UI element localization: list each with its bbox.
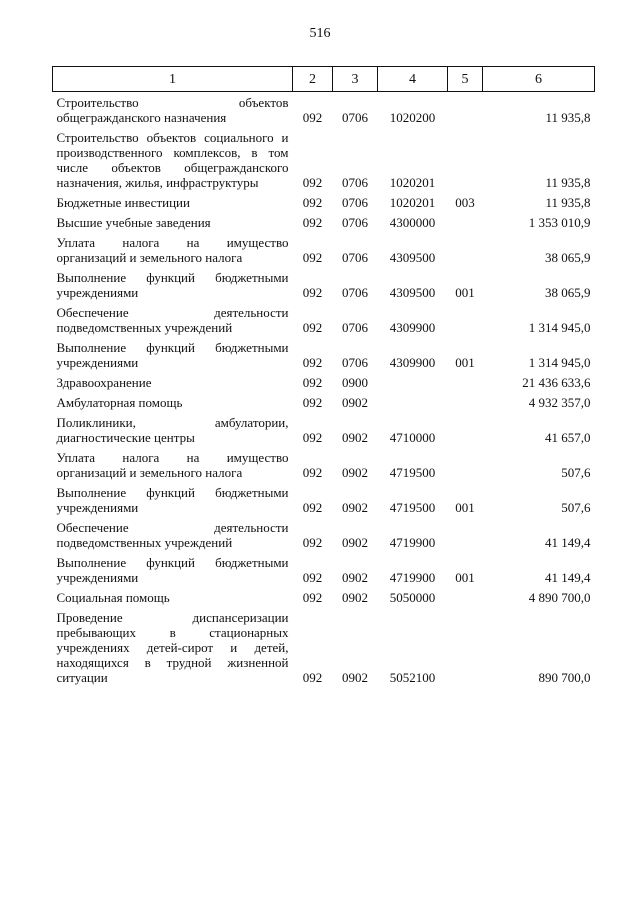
expense-type-code xyxy=(448,92,483,128)
ministry-code: 092 xyxy=(302,590,323,605)
table-row xyxy=(53,607,595,687)
expense-type-code: 001 xyxy=(455,355,475,370)
line-item-name: Амбулаторная помощь xyxy=(56,395,183,410)
target-article-code: 4719900 xyxy=(389,535,436,550)
table-row xyxy=(53,92,595,128)
amount-value: 890 700,0 xyxy=(538,670,591,685)
expense-type-code: 003 xyxy=(455,195,475,210)
column-header-6: 6 xyxy=(483,67,595,92)
section-code: 0902 xyxy=(342,395,368,410)
target-article-code: 4710000 xyxy=(389,430,436,445)
amount-value: 4 932 357,0 xyxy=(528,395,591,410)
line-item-name: Выполнение функций бюджетными учреждениями xyxy=(56,555,289,585)
ministry-code: 092 xyxy=(302,285,323,300)
section-code: 0902 xyxy=(342,570,368,585)
expense-type-code xyxy=(448,607,483,687)
ministry-code: 092 xyxy=(302,175,323,190)
line-item-name: Выполнение функций бюджетными учреждениями xyxy=(56,485,289,515)
column-header-2: 2 xyxy=(293,67,333,92)
expense-type-code xyxy=(448,302,483,337)
amount-value: 41 657,0 xyxy=(545,430,591,445)
expense-type-code xyxy=(448,212,483,232)
ministry-code: 092 xyxy=(302,395,323,410)
ministry-code: 092 xyxy=(302,215,323,230)
table-row xyxy=(53,482,595,517)
page-number: 516 xyxy=(309,26,331,41)
line-item-name: Выполнение функций бюджетными учреждениями xyxy=(56,270,289,300)
target-article-code: 4719900 xyxy=(389,570,436,585)
expense-type-code: 001 xyxy=(455,570,475,585)
amount-value: 4 890 700,0 xyxy=(528,590,591,605)
target-article-code: 4309500 xyxy=(389,285,436,300)
line-item-name: Обеспечение деятельности подведомственных учреждений xyxy=(56,305,289,335)
line-item-name: Строительство объектов социального и производственного комплексов, в том числе объектов общегражданского назначения, жилья, инфраструктуры xyxy=(56,130,289,190)
section-code: 0706 xyxy=(342,250,368,265)
line-item-name: Уплата налога на имущество организаций и земельного налога xyxy=(56,235,289,265)
table-row xyxy=(53,302,595,337)
amount-value: 41 149,4 xyxy=(545,535,591,550)
table-row xyxy=(53,337,595,372)
amount-value: 41 149,4 xyxy=(545,570,591,585)
ministry-code: 092 xyxy=(302,110,323,125)
section-code: 0706 xyxy=(342,355,368,370)
expense-type-code xyxy=(448,587,483,607)
table-header-row xyxy=(53,67,595,92)
target-article-code: 4309900 xyxy=(389,355,436,370)
target-article-code xyxy=(378,372,448,392)
amount-value: 507,6 xyxy=(561,465,591,480)
target-article-code: 5052100 xyxy=(389,670,436,685)
line-item-name: Обеспечение деятельности подведомственных учреждений xyxy=(56,520,289,550)
section-code: 0706 xyxy=(342,320,368,335)
line-item-name: Здравоохранение xyxy=(56,375,152,390)
table-row xyxy=(53,552,595,587)
amount-value: 1 353 010,9 xyxy=(528,215,591,230)
line-item-name: Бюджетные инвестиции xyxy=(56,195,190,210)
amount-value: 1 314 945,0 xyxy=(528,355,591,370)
line-item-name: Социальная помощь xyxy=(56,590,170,605)
line-item-name: Поликлиники, амбулатории, диагностические центры xyxy=(56,415,289,445)
table-row xyxy=(53,212,595,232)
amount-value: 38 065,9 xyxy=(545,250,591,265)
target-article-code: 5050000 xyxy=(389,590,436,605)
target-article-code: 4719500 xyxy=(389,500,436,515)
column-header-1: 1 xyxy=(53,67,293,92)
section-code: 0902 xyxy=(342,500,368,515)
budget-table xyxy=(52,66,595,687)
table-row xyxy=(53,587,595,607)
table-row xyxy=(53,127,595,192)
amount-value: 11 935,8 xyxy=(545,175,591,190)
target-article-code: 1020200 xyxy=(389,110,436,125)
line-item-name: Высшие учебные заведения xyxy=(56,215,211,230)
ministry-code: 092 xyxy=(302,355,323,370)
table-body xyxy=(53,92,595,688)
expense-type-code xyxy=(448,232,483,267)
line-item-name: Выполнение функций бюджетными учреждениями xyxy=(56,340,289,370)
table-row xyxy=(53,517,595,552)
table-row xyxy=(53,192,595,212)
ministry-code: 092 xyxy=(302,320,323,335)
section-code: 0706 xyxy=(342,215,368,230)
expense-type-code xyxy=(448,127,483,192)
table-row xyxy=(53,232,595,267)
target-article-code: 4309900 xyxy=(389,320,436,335)
ministry-code: 092 xyxy=(302,430,323,445)
ministry-code: 092 xyxy=(302,535,323,550)
table-row xyxy=(53,412,595,447)
amount-value: 38 065,9 xyxy=(545,285,591,300)
section-code: 0902 xyxy=(342,670,368,685)
amount-value: 21 436 633,6 xyxy=(522,375,591,390)
table-row xyxy=(53,267,595,302)
expense-type-code xyxy=(448,412,483,447)
ministry-code: 092 xyxy=(302,670,323,685)
section-code: 0900 xyxy=(342,375,368,390)
ministry-code: 092 xyxy=(302,465,323,480)
line-item-name: Строительство объектов общегражданского назначения xyxy=(56,95,289,125)
amount-value: 1 314 945,0 xyxy=(528,320,591,335)
section-code: 0902 xyxy=(342,465,368,480)
expense-type-code xyxy=(448,447,483,482)
section-code: 0902 xyxy=(342,430,368,445)
section-code: 0706 xyxy=(342,285,368,300)
target-article-code xyxy=(378,392,448,412)
expense-type-code: 001 xyxy=(455,285,475,300)
line-item-name: Проведение диспансеризации пребывающих в стационарных учреждениях детей-сирот и детей, находящихся в трудной жизненной ситуации xyxy=(56,610,289,685)
amount-value: 507,6 xyxy=(561,500,591,515)
amount-value: 11 935,8 xyxy=(545,195,591,210)
expense-type-code: 001 xyxy=(455,500,475,515)
section-code: 0706 xyxy=(342,175,368,190)
column-header-5: 5 xyxy=(448,67,483,92)
target-article-code: 4719500 xyxy=(389,465,436,480)
expense-type-code xyxy=(448,517,483,552)
target-article-code: 4300000 xyxy=(389,215,436,230)
section-code: 0902 xyxy=(342,590,368,605)
column-header-3: 3 xyxy=(333,67,378,92)
column-header-4: 4 xyxy=(378,67,448,92)
table-row xyxy=(53,447,595,482)
expense-type-code xyxy=(448,392,483,412)
line-item-name: Уплата налога на имущество организаций и земельного налога xyxy=(56,450,289,480)
section-code: 0706 xyxy=(342,195,368,210)
expense-type-code xyxy=(448,372,483,392)
section-code: 0706 xyxy=(342,110,368,125)
ministry-code: 092 xyxy=(302,375,323,390)
ministry-code: 092 xyxy=(302,500,323,515)
table-row xyxy=(53,392,595,412)
ministry-code: 092 xyxy=(302,195,323,210)
target-article-code: 4309500 xyxy=(389,250,436,265)
ministry-code: 092 xyxy=(302,250,323,265)
ministry-code: 092 xyxy=(302,570,323,585)
table-row xyxy=(53,372,595,392)
section-code: 0902 xyxy=(342,535,368,550)
amount-value: 11 935,8 xyxy=(545,110,591,125)
target-article-code: 1020201 xyxy=(389,175,436,190)
target-article-code: 1020201 xyxy=(389,195,436,210)
